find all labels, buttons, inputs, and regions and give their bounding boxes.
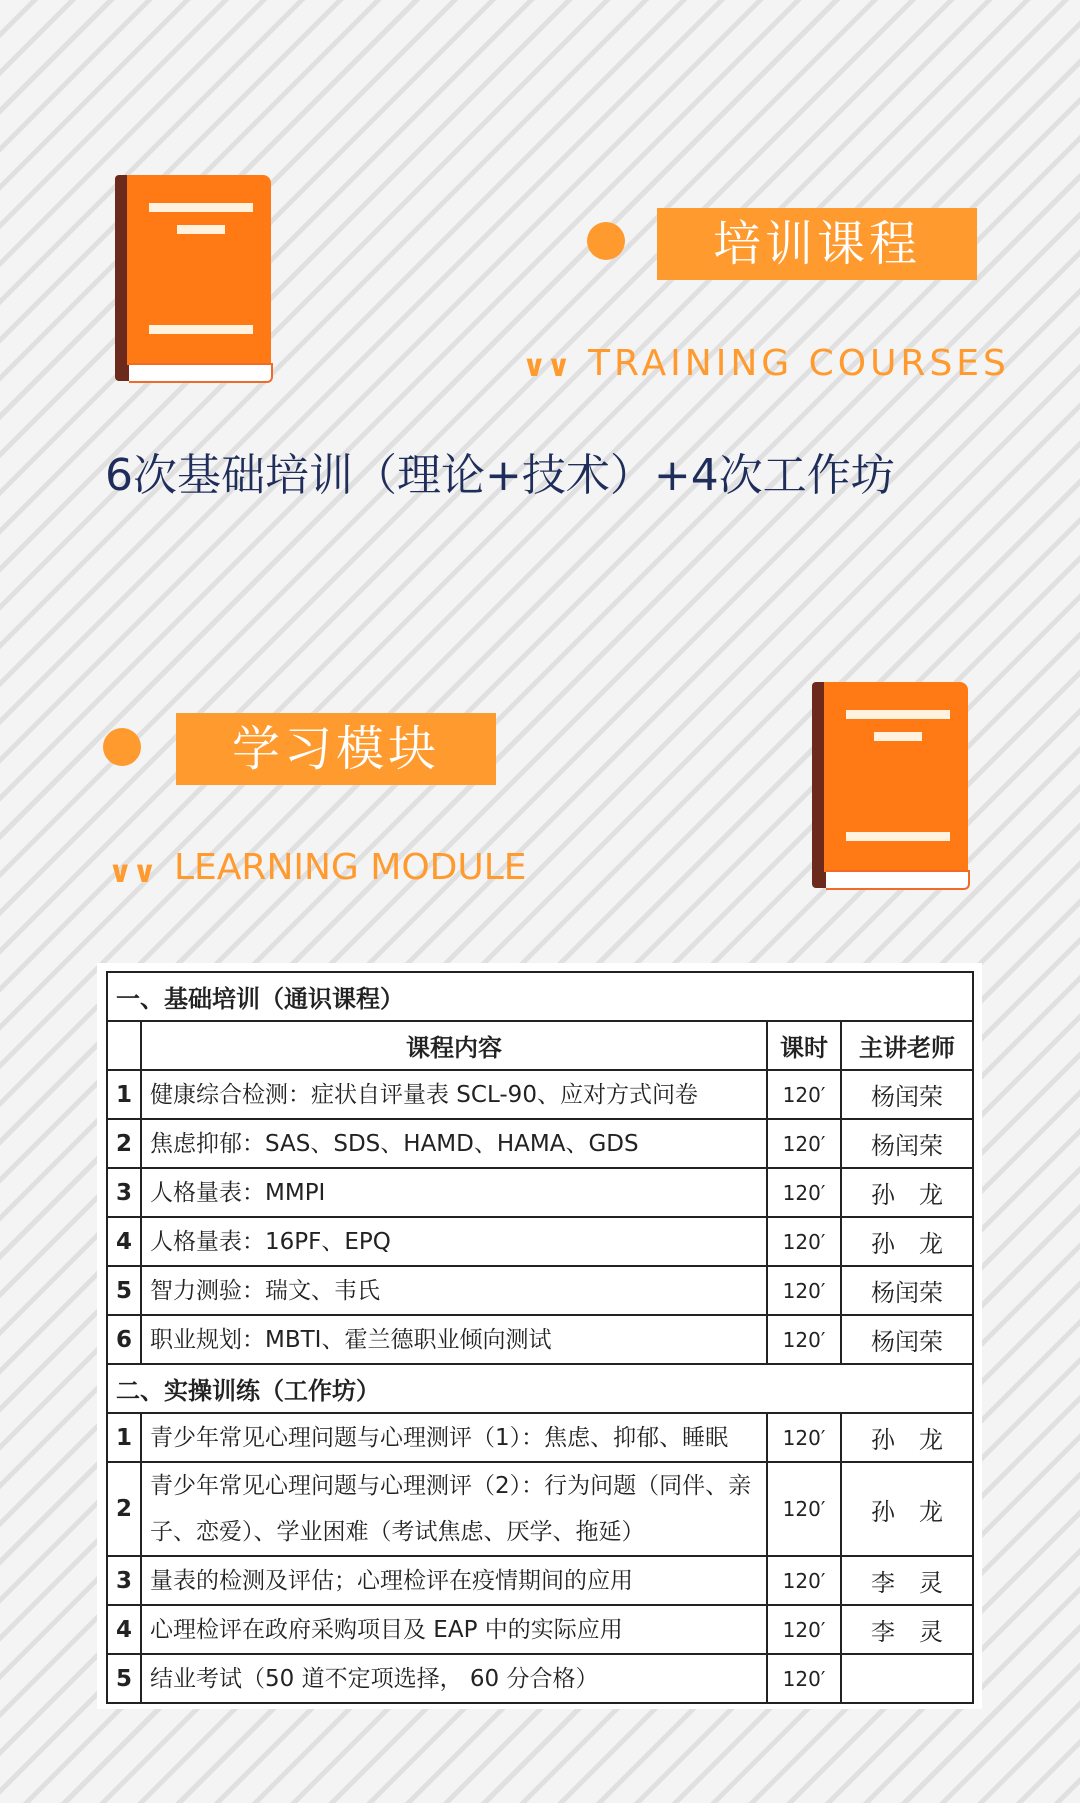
course-teacher: 孙 龙 — [841, 1217, 973, 1266]
course-content: 智力测验：瑞文、韦氏 — [141, 1266, 767, 1315]
course-hours: 120′ — [767, 1070, 841, 1119]
course-teacher: 孙 龙 — [841, 1462, 973, 1556]
table-row — [107, 1119, 973, 1168]
row-number: 5 — [107, 1266, 141, 1315]
section-title-learning: 学习模块 — [176, 713, 496, 785]
course-teacher: 杨闰荣 — [841, 1315, 973, 1364]
course-teacher: 李 灵 — [841, 1556, 973, 1605]
header-number-cell — [107, 1021, 141, 1070]
section-heading-practice: 二、实操训练（工作坊） — [107, 1364, 973, 1413]
course-hours: 120′ — [767, 1605, 841, 1654]
section-subtitle-training: TRAINING COURSES — [588, 343, 1010, 384]
header-teacher: 主讲老师 — [841, 1021, 973, 1070]
course-teacher: 杨闰荣 — [841, 1070, 973, 1119]
course-content: 人格量表：16PF、EPQ — [141, 1217, 767, 1266]
row-number: 2 — [107, 1119, 141, 1168]
course-hours: 120′ — [767, 1315, 841, 1364]
row-number: 1 — [107, 1413, 141, 1462]
course-content: 青少年常见心理问题与心理测评（1）：焦虑、抑郁、睡眠 — [141, 1413, 767, 1462]
book-icon — [812, 682, 968, 890]
course-teacher: 杨闰荣 — [841, 1266, 973, 1315]
table-row — [107, 1266, 973, 1315]
header-content: 课程内容 — [141, 1021, 767, 1070]
course-table — [106, 971, 974, 1704]
section-title-training: 培训课程 — [657, 208, 977, 280]
course-content: 职业规划：MBTI、霍兰德职业倾向测试 — [141, 1315, 767, 1364]
table-row — [107, 1654, 973, 1703]
row-number: 4 — [107, 1605, 141, 1654]
header-row — [107, 1021, 973, 1070]
table-row — [107, 1315, 973, 1364]
section-row — [107, 1364, 973, 1413]
course-table-card — [97, 963, 982, 1709]
section-heading-basic: 一、基础培训（通识课程） — [107, 972, 973, 1021]
section-row — [107, 972, 973, 1021]
course-teacher: 杨闰荣 — [841, 1119, 973, 1168]
row-number: 2 — [107, 1462, 141, 1556]
row-number: 4 — [107, 1217, 141, 1266]
table-row — [107, 1217, 973, 1266]
course-content: 结业考试（50 道不定项选择， 60 分合格） — [141, 1654, 767, 1703]
row-number: 6 — [107, 1315, 141, 1364]
course-content: 焦虑抑郁：SAS、SDS、HAMD、HAMA、GDS — [141, 1119, 767, 1168]
row-number: 1 — [107, 1070, 141, 1119]
row-number: 3 — [107, 1168, 141, 1217]
section-subtitle-learning: LEARNING MODULE — [174, 847, 527, 888]
header-hours: 课时 — [767, 1021, 841, 1070]
course-content: 人格量表：MMPI — [141, 1168, 767, 1217]
bullet-dot — [587, 222, 625, 260]
course-content: 健康综合检测：症状自评量表 SCL-90、应对方式问卷 — [141, 1070, 767, 1119]
table-row — [107, 1070, 973, 1119]
course-hours: 120′ — [767, 1266, 841, 1315]
bullet-dot — [103, 728, 141, 766]
course-teacher: 孙 龙 — [841, 1168, 973, 1217]
course-hours: 120′ — [767, 1654, 841, 1703]
course-hours: 120′ — [767, 1556, 841, 1605]
course-teacher — [841, 1654, 973, 1703]
table-row — [107, 1556, 973, 1605]
course-hours: 120′ — [767, 1168, 841, 1217]
headline: 6次基础培训（理论+技术）+4次工作坊 — [105, 450, 895, 501]
table-row — [107, 1462, 973, 1556]
chevron-down-icon: ∨∨ — [522, 349, 571, 384]
book-icon — [115, 175, 271, 383]
table-row — [107, 1413, 973, 1462]
table-row — [107, 1168, 973, 1217]
table-row — [107, 1605, 973, 1654]
course-content: 心理检评在政府采购项目及 EAP 中的实际应用 — [141, 1605, 767, 1654]
course-hours: 120′ — [767, 1413, 841, 1462]
course-teacher: 李 灵 — [841, 1605, 973, 1654]
row-number: 5 — [107, 1654, 141, 1703]
course-teacher: 孙 龙 — [841, 1413, 973, 1462]
course-content: 青少年常见心理问题与心理测评（2）：行为问题（同伴、亲子、恋爱）、学业困难（考试焦虑、厌学、拖延） — [141, 1462, 767, 1556]
course-hours: 120′ — [767, 1217, 841, 1266]
course-content: 量表的检测及评估；心理检评在疫情期间的应用 — [141, 1556, 767, 1605]
row-number: 3 — [107, 1556, 141, 1605]
chevron-down-icon: ∨∨ — [108, 855, 157, 890]
course-hours: 120′ — [767, 1119, 841, 1168]
course-hours: 120′ — [767, 1462, 841, 1556]
